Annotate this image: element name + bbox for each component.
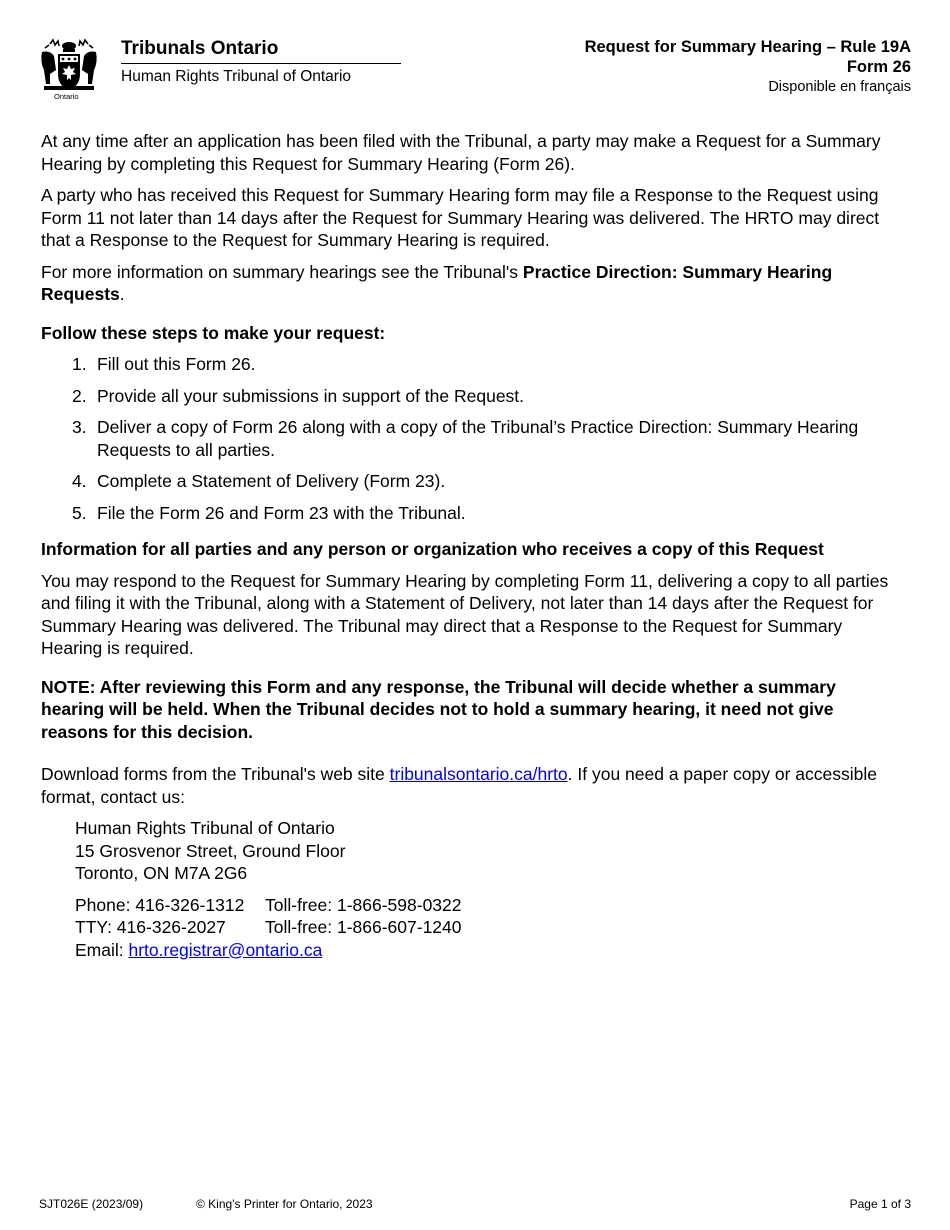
org-subtitle: Human Rights Tribunal of Ontario — [121, 68, 352, 85]
form-title: Request for Summary Hearing – Rule 19A — [584, 38, 911, 56]
list-item — [41, 385, 901, 408]
download-prefix: Download forms from the Tribunal's web site — [41, 764, 390, 784]
step-text: Fill out this Form 26. — [97, 354, 256, 374]
list-item — [41, 353, 901, 376]
org-name: Tribunals Ontario — [121, 38, 279, 59]
address-line-3: Toronto, ON M7A 2G6 — [75, 863, 248, 883]
step-number: 4. — [72, 471, 87, 491]
list-item — [41, 470, 901, 493]
list-item — [41, 502, 901, 525]
step-text: Deliver a copy of Form 26 along with a copy of the Tribunal’s Practice Direction: Summary Hearing Requests to all parties. — [97, 417, 859, 460]
step-number: 2. — [72, 385, 87, 406]
step-text: Provide all your submissions in support of the Request. — [97, 385, 525, 406]
intro-p3-prefix: For more information on summary hearings see the Tribunal's — [41, 261, 523, 282]
page-header — [0, 0, 950, 110]
step-text: File the Form 26 and Form 23 with the Tribunal. — [97, 502, 466, 523]
step-number: 3. — [72, 417, 87, 437]
practice-direction-title: Practice Direction: Summary Hearing Requests — [41, 261, 833, 304]
steps-list — [41, 353, 901, 524]
crest-caption: Ontario — [54, 92, 79, 101]
intro-p3-suffix: . — [119, 284, 125, 304]
address-line-2: 15 Grosvenor Street, Ground Floor — [75, 840, 346, 861]
intro-paragraph-2: A party who has received this Request for Summary Hearing form may file a Response to the Request using Form 11 not later than 14 days after the Request for Summary Hearing was delivered. The HRTO may direct that a Response to the Request for Summary Hearing is required. — [41, 185, 880, 250]
step-text: Complete a Statement of Delivery (Form 23). — [97, 471, 446, 491]
phone-row — [75, 894, 901, 917]
phone-tollfree: Toll-free: 1-866-598-0322 — [265, 894, 462, 915]
step-number: 5. — [72, 502, 87, 523]
contact-details — [75, 894, 901, 962]
list-item — [41, 416, 901, 461]
tty-row — [75, 916, 901, 939]
email-label: Email: — [75, 939, 129, 960]
form-number: Form 26 — [846, 58, 911, 76]
copyright: © King's Printer for Ontario, 2023 — [196, 1197, 373, 1211]
steps-heading: Follow these steps to make your request: — [41, 322, 386, 343]
email-link[interactable]: hrto.registrar@ontario.ca — [128, 939, 323, 960]
intro-paragraph-3 — [41, 261, 901, 306]
main-content — [41, 130, 901, 961]
parties-info-heading: Information for all parties and any person or organization who receives a copy of this Request — [41, 539, 824, 559]
form-title-block — [585, 37, 911, 97]
phone-number: Phone: 416-326-1312 — [75, 894, 245, 915]
intro-paragraph-1: At any time after an application has been filed with the Tribunal, a party may make a Request for a Summary Hearing by completing this Request for Summary Hearing (Form 26). — [41, 131, 881, 174]
address-line-1: Human Rights Tribunal of Ontario — [75, 818, 335, 838]
email-row — [75, 939, 901, 962]
note-paragraph: NOTE: After reviewing this Form and any response, the Tribunal will decide whether a summary hearing will be held. When the Tribunal decides not to hold a summary hearing, it need not give reasons for this decision. — [41, 676, 836, 742]
parties-info-body: You may respond to the Request for Summary Hearing by completing Form 11, delivering a copy to all parties and filing it with the Tribunal, along with a Statement of Delivery, not later than 14 days after the Request for Summary Hearing was delivered. The Tribunal may direct that a Response to the Request for Summary Hearing is required. — [41, 570, 889, 658]
french-availability: Disponible en français — [768, 79, 911, 95]
tribunal-website-link[interactable]: tribunalsontario.ca/hrto — [389, 764, 568, 784]
tty-number: TTY: 416-326-2027 — [75, 917, 226, 937]
step-number: 1. — [72, 354, 87, 374]
download-paragraph — [41, 763, 901, 808]
header-divider — [121, 63, 401, 64]
page-number: Page 1 of 3 — [849, 1197, 911, 1211]
form-code: SJT026E (2023/09) — [39, 1197, 144, 1211]
logo-block — [36, 36, 366, 104]
download-suffix: . If you need a paper copy or accessible format, contact us: — [41, 764, 878, 807]
mailing-address — [75, 817, 901, 885]
tty-tollfree: Toll-free: 1-866-607-1240 — [265, 917, 462, 937]
